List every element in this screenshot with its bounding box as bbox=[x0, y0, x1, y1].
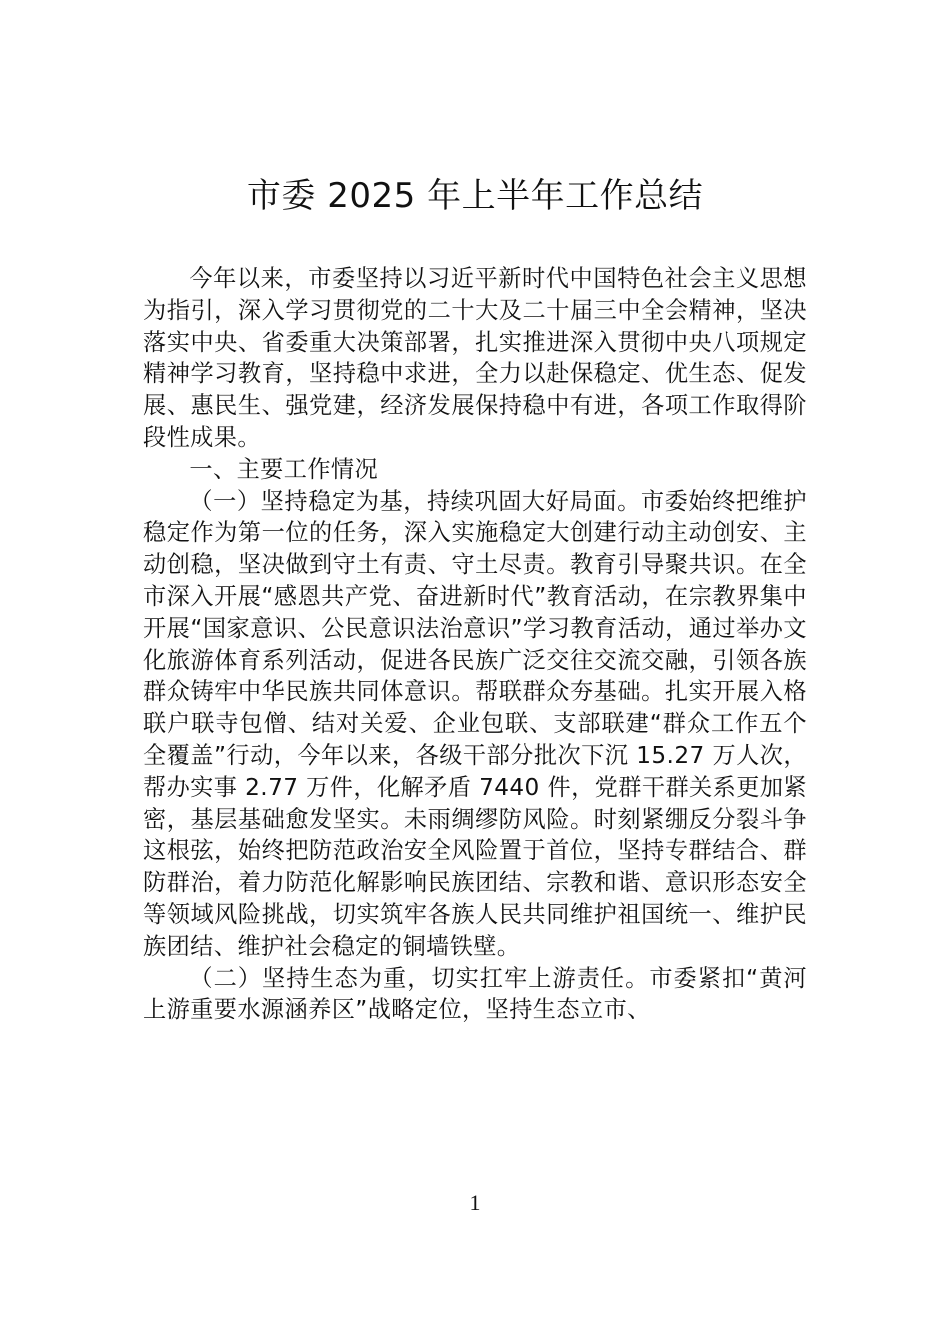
page-number: 1 bbox=[469, 1190, 481, 1215]
paragraph-ecology: （二）坚持生态为重，切实扛牢上游责任。市委紧扣“黄河上游重要水源涵养区”战略定位，坚持生态立市、 bbox=[143, 964, 807, 1024]
document-title: 市委 2025 年上半年工作总结 bbox=[246, 176, 704, 216]
paragraph-stability: （一）坚持稳定为基，持续巩固大好局面。市委始终把维护稳定作为第一位的任务，深入实施稳定大创建行动主动创安、主动创稳，坚决做到守土有责、守土尽责。教育引导聚共识。在全市深入开展“感恩共产党、奋进新时代”教育活动，在宗教界集中开展“国家意识、公民意识法治意识”学习教育活动，通过举办文化旅游体育系列活动，促进各民族广泛交往交流交融，引领各族群众铸牢中华民族共同体意识。帮联群众夯基础。扎实开展入格联户联寺包僧、结对关爱、企业包联、支部联建“群众工作五个全覆盖”行动，今年以来，各级干部分批次下沉 15.27 万人次，帮办实事 2.77 万件，化解矛盾 7440 件，党群干群关系更加紧密，基层基础愈发坚实。未雨绸缪防风险。时刻紧绷反分裂斗争这根弦，始终把防范政治安全风险置于首位，坚持专群结合、群防群治，着力防范化解影响民族团结、宗教和谐、意识形态安全等领域风险挑战，切实筑牢各族人民共同维护祖国统一、维护民族团结、维护社会稳定的铜墙铁壁。 bbox=[143, 487, 807, 960]
section-heading-main-work: 一、主要工作情况 bbox=[189, 455, 379, 483]
intro-paragraph: 今年以来，市委坚持以习近平新时代中国特色社会主义思想为指引，深入学习贯彻党的二十大及二十届三中全会精神，坚决落实中央、省委重大决策部署，扎实推进深入贯彻中央八项规定精神学习教育，坚持稳中求进，全力以赴保稳定、优生态、促发展、惠民生、强党建，经济发展保持稳中有进，各项工作取得阶段性成果。 bbox=[143, 265, 807, 451]
document-body bbox=[143, 263, 807, 1026]
